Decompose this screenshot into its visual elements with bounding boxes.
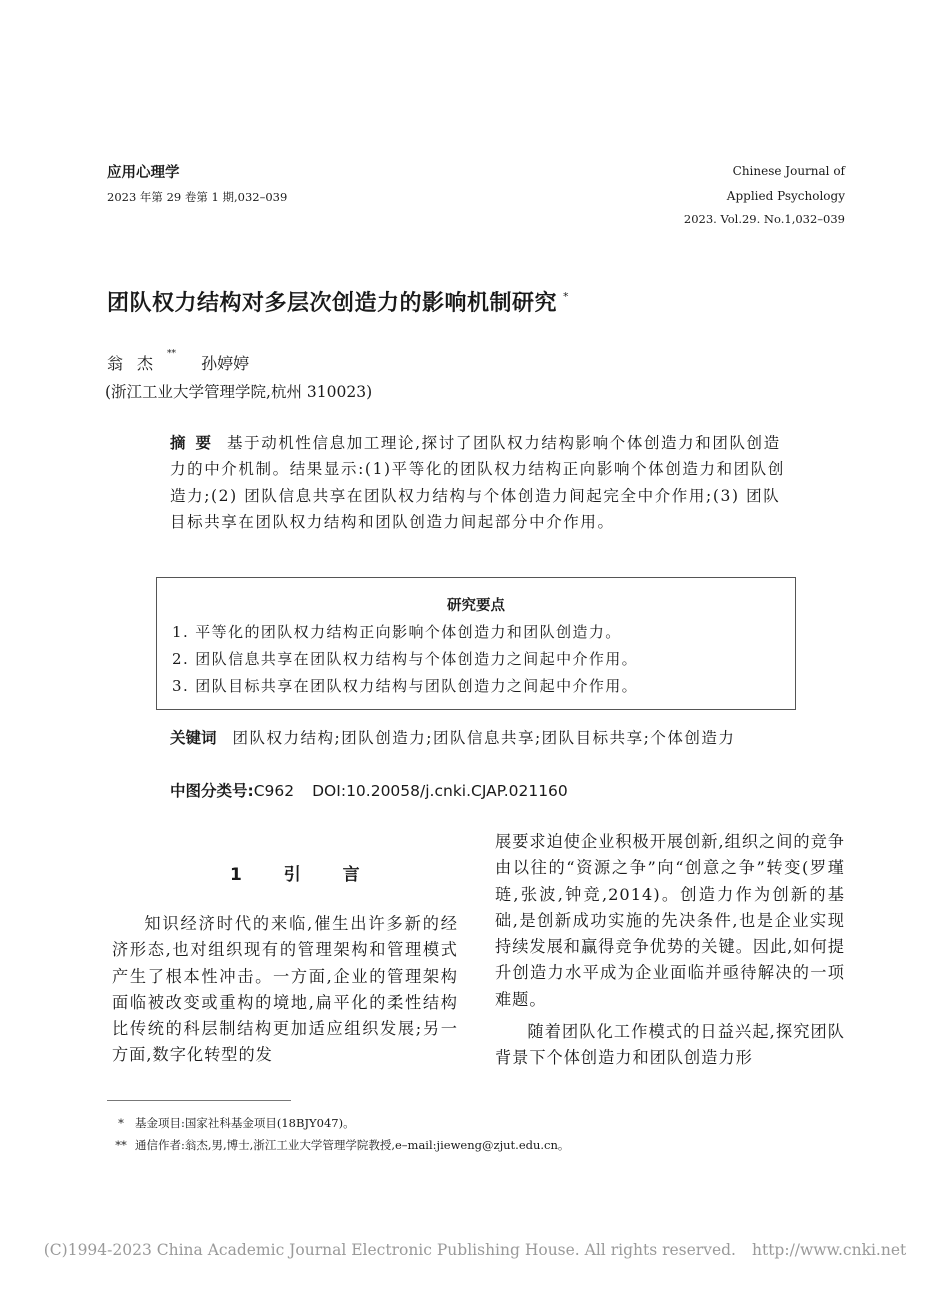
author-2: 孙婷婷 [201, 354, 250, 373]
body-paragraph: 随着团队化工作模式的日益兴起,探究团队背景下个体创造力和团队创造力形 [495, 1022, 845, 1068]
keywords [170, 725, 790, 751]
journal-name-cn: 应用心理学 [107, 165, 180, 181]
body-paragraph: 展要求迫使企业积极开展创新,组织之间的竞争由以往的“资源之争”向“创意之争”转变(罗瑾琏,张波,钟竞,2014)。创造力作为创新的基础,是创新成功实施的先决条件,也是企业实现持续发展和赢得竞争优势的关键。因此,如何提升创造力水平成为企业面临并亟待解决的一项难题。 [495, 832, 845, 1009]
clc-label: 中图分类号: [170, 782, 254, 800]
footnote-text: 基金项目:国家社科基金项目(18BJY047)。 [135, 1116, 355, 1130]
copyright-notice [0, 1241, 950, 1259]
clc-value: C962 [253, 782, 295, 800]
key-point-item: 2. 团队信息共享在团队权力结构与个体创造力之间起中介作用。 [172, 650, 639, 668]
classification [170, 779, 568, 801]
footnote-text: 通信作者:翁杰,男,博士,浙江工业大学管理学院教授,e–mail:jieweng@zjut.edu.cn。 [135, 1138, 570, 1152]
issue-info-en: 2023. Vol.29. No.1,032–039 [683, 212, 845, 226]
footnote-divider [107, 1100, 291, 1101]
author-1-mark: ** [167, 349, 177, 359]
section-heading: 1 引 言 [230, 865, 378, 885]
footnote [107, 1137, 569, 1153]
journal-name-en-line2: Applied Psychology [726, 189, 845, 203]
doi-label: DOI: [312, 782, 347, 800]
key-points-box [156, 577, 796, 710]
article-title [107, 286, 569, 317]
key-point-item: 3. 团队目标共享在团队权力结构与团队创造力之间起中介作用。 [172, 677, 639, 695]
authors [107, 351, 249, 374]
issue-info-cn: 2023 年第 29 卷第 1 期,032–039 [107, 190, 288, 204]
keywords-text: 团队权力结构;团队创造力;团队信息共享;团队目标共享;个体创造力 [232, 729, 736, 747]
title-footnote-mark: * [563, 290, 570, 303]
footnote-mark: * [118, 1116, 124, 1130]
key-points-title: 研究要点 [447, 598, 505, 614]
abstract [170, 430, 786, 536]
footnote [107, 1115, 355, 1131]
affiliation: (浙江工业大学管理学院,杭州 310023) [105, 383, 373, 401]
cnki-link[interactable]: http://www.cnki.net [751, 1241, 907, 1259]
body-column-left [112, 911, 458, 1069]
author-1: 翁杰 [107, 354, 168, 373]
article-title-text: 团队权力结构对多层次创造力的影响机制研究 [107, 291, 558, 316]
copyright-text: (C)1994-2023 China Academic Journal Electronic Publishing House. All rights reserved. [43, 1241, 736, 1259]
body-column-right [495, 829, 845, 1072]
keywords-label: 关键词 [170, 729, 217, 747]
doi-value[interactable]: 10.20058/j.cnki.CJAP.021160 [346, 782, 568, 800]
abstract-label: 摘要 [170, 434, 222, 452]
journal-name-en-line1: Chinese Journal of [732, 164, 845, 178]
body-paragraph: 知识经济时代的来临,催生出许多新的经济形态,也对组织现有的管理架构和管理模式产生了根本性冲击。一方面,企业的管理架构面临被改变或重构的境地,扁平化的柔性结构比传统的科层制结构更加适应组织发展;另一方面,数字化转型的发 [112, 914, 458, 1065]
key-point-item: 1. 平等化的团队权力结构正向影响个体创造力和团队创造力。 [172, 623, 622, 641]
abstract-text: 基于动机性信息加工理论,探讨了团队权力结构影响个体创造力和团队创造力的中介机制。结果显示:(1)平等化的团队权力结构正向影响个体创造力和团队创造力;(2) 团队信息共享在团队权力结构与个体创造力间起完全中介作用;(3) 团队目标共享在团队权力结构和团队创造力间起部分中介作用。 [170, 434, 785, 532]
footnote-mark: ** [115, 1138, 127, 1152]
